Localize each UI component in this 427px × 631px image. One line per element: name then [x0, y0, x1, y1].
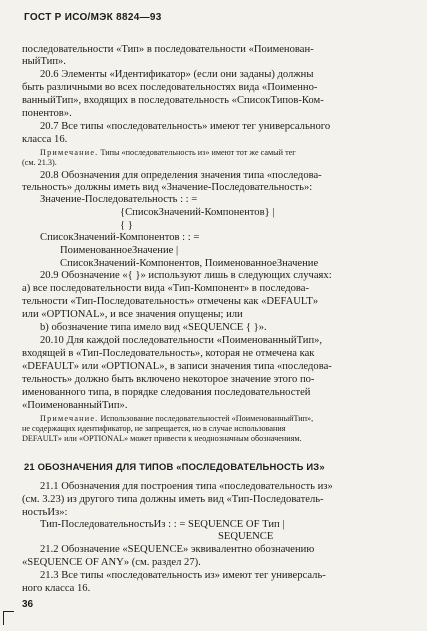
- corner-mark: [3, 611, 14, 625]
- note-1: [40, 148, 296, 158]
- text-line: b) обозначение типа имело вид «SEQUENCE { }».: [40, 322, 267, 333]
- text-line: тельность» должны иметь вид «Значение-Последовательность»:: [22, 182, 313, 193]
- text-line: (см. 3.23) из другого типа должны иметь вид «Тип-Последователь-: [22, 494, 324, 505]
- text-line: тельность» должно быть включено некоторое значение этого по-: [22, 374, 315, 385]
- syntax-line: Тип-ПоследовательностьИз : : = SEQUENCE OF Тип |: [40, 519, 285, 530]
- section-heading: 21 ОБОЗНАЧЕНИЯ ДЛЯ ТИПОВ «ПОСЛЕДОВАТЕЛЬНОСТЬ ИЗ»: [24, 461, 325, 472]
- text-line: а) все последовательности вида «Тип-Компонент» в последова-: [22, 283, 309, 294]
- paragraph-21-3: 21.3 Все типы «последовательность из» имеют тег универсаль-: [40, 570, 326, 581]
- syntax-line: СписокЗначений-Компонентов, ПоименованноеЗначение: [60, 258, 319, 269]
- text-line: класса 16.: [22, 134, 68, 145]
- page-number: 36: [22, 599, 34, 610]
- text-line: ностьИз»:: [22, 507, 68, 518]
- paragraph-20-6: 20.6 Элементы «Идентификатор» (если они заданы) должны: [40, 69, 314, 80]
- text-line: ного класса 16.: [22, 583, 91, 594]
- note-2-continued: не содержащих идентификатор, не запрещается, но в случае использования: [22, 424, 286, 433]
- text-line: «ПоименованныйТип».: [22, 400, 128, 411]
- text-line: быть различными во всех последовательностях вида «Поименно-: [22, 82, 318, 93]
- syntax-line: Значение-Последовательность : : =: [40, 194, 198, 205]
- paragraph-20-7: 20.7 Все типы «последовательность» имеют тег универсального: [40, 121, 331, 132]
- text-line: понентов».: [22, 108, 72, 119]
- text-line: последовательности «Тип» в последовательности «Поименован-: [22, 44, 314, 55]
- text-line: именованного типа, в порядке следования последовательностей: [22, 387, 311, 398]
- text-line: или «OPTIONAL», и все значения опущены; или: [22, 309, 243, 320]
- syntax-line: {СписокЗначений-Компонентов} |: [120, 207, 275, 218]
- page-header: ГОСТ Р ИСО/МЭК 8824—93: [24, 12, 162, 23]
- text-line: тельности «Тип-Последовательность» отмечены как «DEFAULT»: [22, 296, 319, 307]
- note-text: Типы «последовательность из» имеют тот же самый тег: [100, 148, 296, 157]
- paragraph-20-10: 20.10 Для каждой последовательности «ПоименованныйТип»,: [40, 335, 323, 346]
- text-line: «SEQUENCE OF ANY» (см. раздел 27).: [22, 557, 201, 568]
- note-label: Примечание.: [40, 414, 99, 423]
- paragraph-20-9: 20.9 Обозначение «{ }» используют лишь в следующих случаях:: [40, 270, 332, 281]
- paragraph-20-8: 20.8 Обозначения для определения значения типа «последова-: [40, 170, 322, 181]
- note-label: Примечание.: [40, 148, 99, 157]
- text-line: «DEFAULT» или «OPTIONAL», в записи значения типа «последова-: [22, 361, 332, 372]
- syntax-line: SEQUENCE: [218, 531, 274, 542]
- paragraph-21-2: 21.2 Обозначение «SEQUENCE» эквивалентно обозначению: [40, 544, 315, 555]
- note-text: Использование последовательностей «ПоименованныйТип»,: [100, 414, 314, 423]
- note-2: [40, 414, 313, 424]
- syntax-line: { }: [120, 220, 133, 231]
- syntax-line: ПоименованноеЗначение |: [60, 245, 179, 256]
- text-line: ныйТип».: [22, 56, 66, 67]
- syntax-line: СписокЗначений-Компонентов : : =: [40, 232, 200, 243]
- text-line: ванныйТип», входящих в последовательность «СписокТипов-Ком-: [22, 95, 324, 106]
- note-1-continued: (см. 21.3).: [22, 158, 57, 167]
- paragraph-21-1: 21.1 Обозначения для построения типа «последовательность из»: [40, 481, 333, 492]
- text-line: входящей в «Тип-Последовательность», которая не отмечена как: [22, 348, 315, 359]
- note-2-continued: DEFAULT» или «OPTIONAL» может привести к неоднозначным обозначениям.: [22, 434, 302, 443]
